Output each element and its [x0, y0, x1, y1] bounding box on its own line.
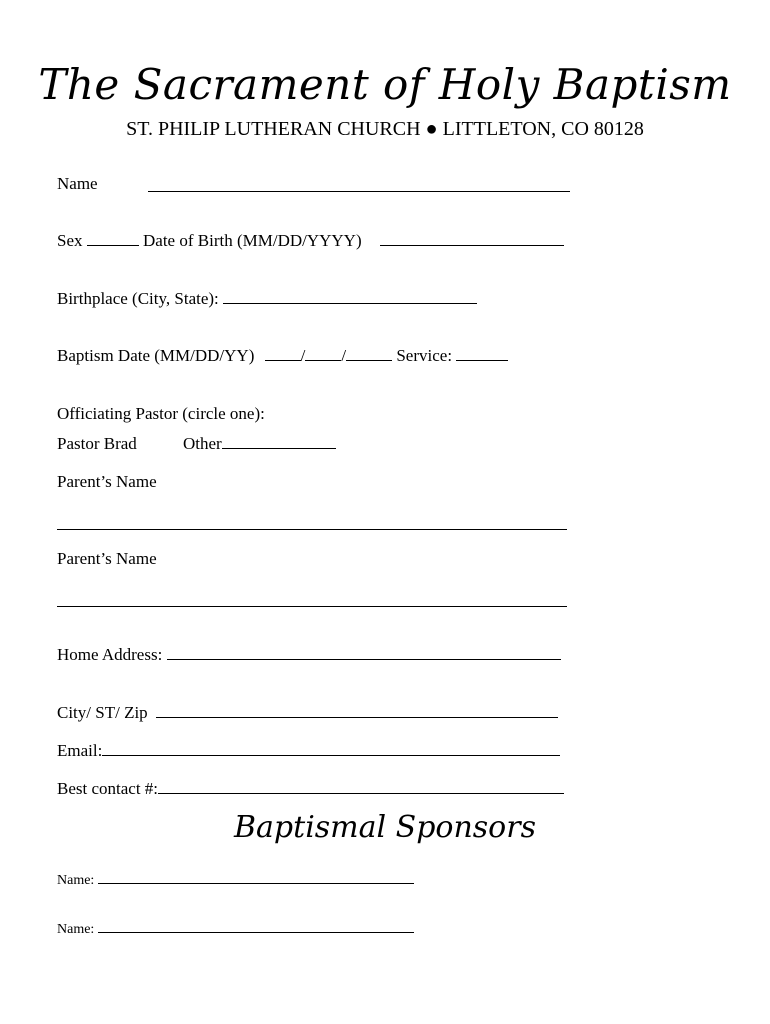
sponsor2-label: Name:	[57, 922, 95, 937]
dob-field[interactable]	[380, 231, 564, 246]
sponsors-heading: Baptismal Sponsors	[234, 810, 536, 845]
name-field[interactable]	[148, 177, 570, 192]
email-row	[57, 741, 560, 761]
sponsor1-row	[57, 871, 414, 889]
pastor-option-brad[interactable]: Pastor Brad	[57, 434, 137, 453]
sponsor2-field[interactable]	[98, 920, 414, 933]
other-label: Other	[183, 434, 222, 453]
date-separator: /	[341, 346, 347, 365]
form-title: The Sacrament of Holy Baptism	[38, 60, 732, 109]
dob-label: Date of Birth (MM/DD/YYYY)	[143, 231, 362, 250]
address-label: Home Address:	[57, 645, 163, 664]
email-field[interactable]	[102, 741, 560, 756]
contact-label: Best contact #:	[57, 779, 159, 798]
contact-row	[57, 779, 564, 799]
baptism-date-row	[57, 346, 508, 366]
address-field[interactable]	[167, 645, 561, 660]
birthplace-field[interactable]	[223, 289, 477, 304]
parent1-label: Parent’s Name	[57, 472, 157, 491]
parent1-field[interactable]	[57, 515, 567, 530]
address-row	[57, 645, 561, 665]
pastor-label: Officiating Pastor (circle one):	[57, 404, 265, 423]
baptism-year-field[interactable]	[346, 346, 392, 361]
sponsor1-field[interactable]	[98, 871, 414, 884]
city-label: City/ ST/ Zip	[57, 703, 148, 722]
parent2-label: Parent’s Name	[57, 549, 157, 568]
name-row	[57, 174, 98, 194]
date-separator: /	[300, 346, 306, 365]
birthplace-row	[57, 289, 477, 309]
service-field[interactable]	[456, 346, 508, 361]
baptism-day-field[interactable]	[305, 346, 341, 361]
city-row	[57, 703, 558, 723]
church-name: ST. PHILIP LUTHERAN CHURCH ● LITTLETON, CO 80128	[126, 118, 644, 140]
sex-label: Sex	[57, 231, 83, 250]
baptism-month-field[interactable]	[265, 346, 301, 361]
service-label: Service:	[396, 346, 453, 365]
name-label: Name	[57, 174, 98, 193]
sex-field[interactable]	[87, 231, 139, 246]
city-field[interactable]	[156, 703, 558, 718]
sponsor1-label: Name:	[57, 873, 95, 888]
baptism-date-label: Baptism Date (MM/DD/YY)	[57, 346, 255, 365]
contact-field[interactable]	[158, 779, 564, 794]
email-label: Email:	[57, 741, 103, 760]
birthplace-label: Birthplace (City, State):	[57, 289, 219, 308]
sex-dob-row	[57, 231, 564, 251]
sponsor2-row	[57, 920, 414, 938]
parent2-field[interactable]	[57, 592, 567, 607]
pastor-option-other[interactable]	[183, 434, 336, 454]
other-pastor-field[interactable]	[222, 434, 336, 449]
